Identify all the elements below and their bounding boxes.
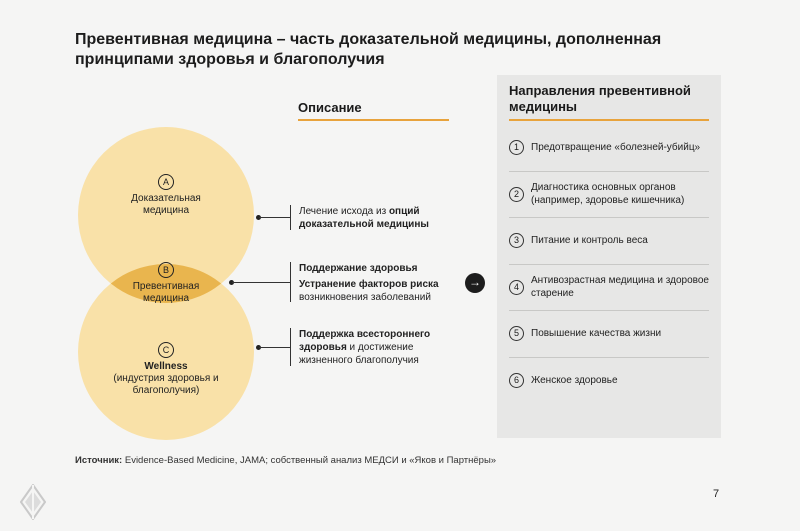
list-item-text: Повышение качества жизни: [531, 328, 662, 340]
list-item: [509, 125, 709, 172]
description-c: Поддержка всестороннего здоровья и достижение жизненного благополучия: [299, 329, 431, 366]
connector-line-a: [259, 217, 290, 218]
number-1-icon: 1: [509, 140, 524, 155]
venn-label-c: [96, 342, 236, 397]
list-item-text: Предотвращение «болезней-убийц»: [531, 142, 701, 154]
number-2-icon: 2: [509, 187, 524, 202]
source-note: [75, 455, 496, 466]
wellness-label-bold: Wellness: [144, 361, 188, 372]
source-label: Источник:: [75, 455, 123, 466]
wellness-label: (индустрия здоровья и благополучия): [113, 373, 219, 396]
list-item: [509, 358, 709, 405]
description-b2: Устранение факторов риска возникновения заболеваний: [299, 279, 439, 303]
list-item: [509, 311, 709, 358]
directions-panel: [497, 75, 721, 438]
bracket-c: [290, 328, 291, 366]
number-3-icon: 3: [509, 233, 524, 248]
source-text: Evidence-Based Medicine, JAMA; собственный анализ МЕДСИ и «Яков и Партнёры»: [122, 455, 497, 466]
slide-title: Превентивная медицина – часть доказательной медицины, дополненная принципами здоровья и благополучия: [75, 31, 662, 68]
description-a: Лечение исхода из опций доказательной медицины: [299, 206, 429, 230]
description-header: Описание: [298, 100, 449, 121]
list-item-text: Антивозрастная медицина и здоровое старение: [531, 275, 709, 300]
connector-line-b: [232, 282, 290, 283]
description-b1: Поддержание здоровья: [299, 263, 418, 274]
list-item: [509, 265, 709, 312]
connector-line-c: [259, 347, 290, 348]
number-6-icon: 6: [509, 373, 524, 388]
bracket-b: [290, 262, 291, 302]
bracket-a: [290, 205, 291, 230]
letter-b-icon: B: [158, 262, 174, 278]
letter-c-icon: C: [158, 342, 174, 358]
list-item: [509, 172, 709, 219]
letter-a-icon: A: [158, 174, 174, 190]
logo-icon: [20, 484, 46, 520]
evidence-based-label: Доказательная медицина: [131, 193, 201, 216]
directions-list: [509, 125, 709, 404]
arrow-right-icon: →: [465, 273, 485, 293]
venn-label-b: [106, 262, 226, 305]
page-number: 7: [713, 488, 720, 500]
list-item-text: Питание и контроль веса: [531, 235, 648, 247]
number-4-icon: 4: [509, 280, 524, 295]
list-item: [509, 218, 709, 265]
preventive-label: Превентивная медицина: [132, 281, 200, 304]
panel-title: Направления превентивной медицины: [509, 83, 709, 121]
number-5-icon: 5: [509, 326, 524, 341]
list-item-text: Диагностика основных органов (например, здоровье кишечника): [531, 182, 685, 207]
list-item-text: Женское здоровье: [531, 375, 618, 387]
venn-label-a: [106, 174, 226, 217]
